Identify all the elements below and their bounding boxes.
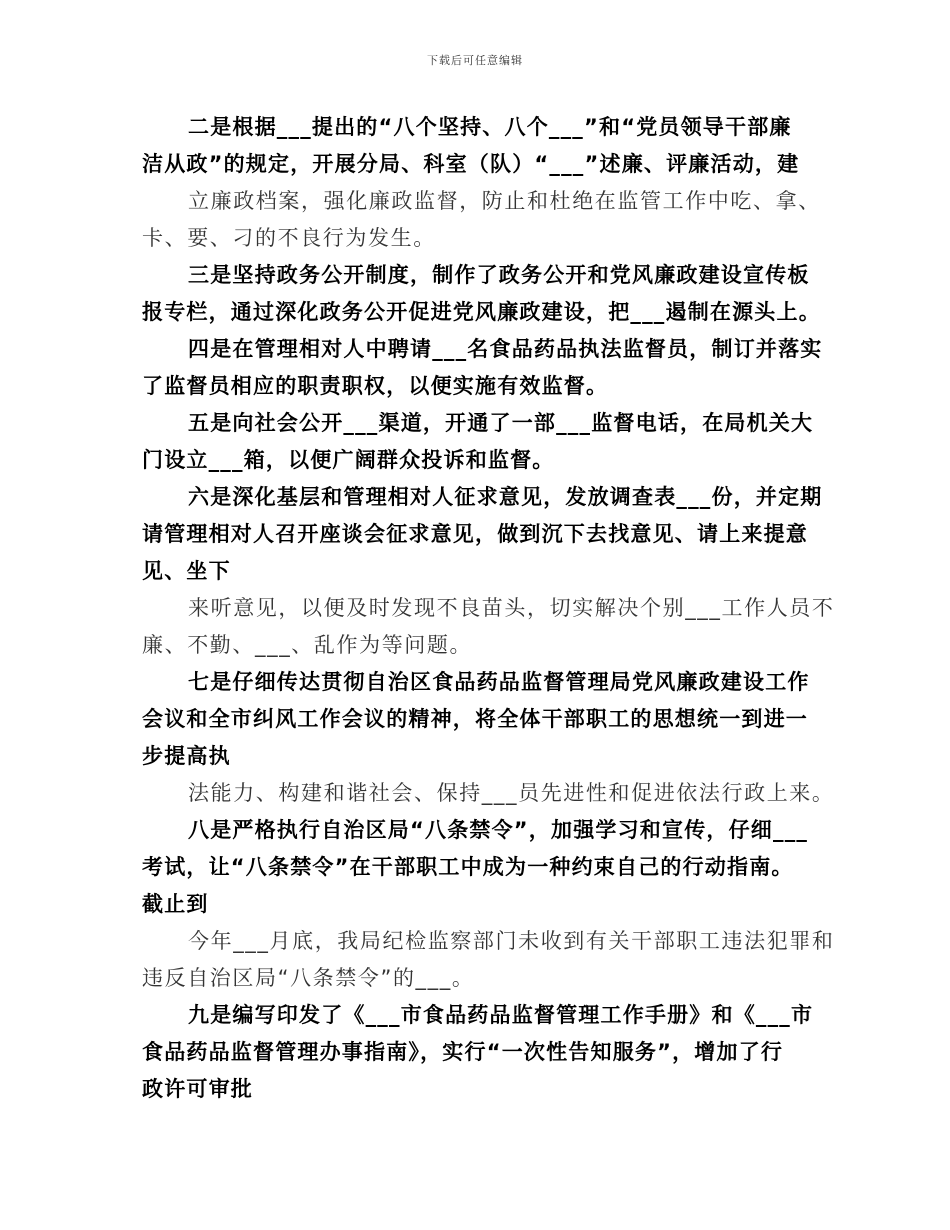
text-line: 政许可审批	[142, 1077, 253, 1101]
paragraph-6-cont	[142, 590, 835, 664]
paragraph-9	[142, 997, 822, 1108]
text-line: 立廉政档案，强化廉政监督，防止和杜绝在监管工作中吃、拿、	[188, 189, 821, 213]
paragraph-5	[142, 405, 822, 479]
text-line: 截止到	[142, 892, 209, 916]
text-line: 七是仔细传达贯彻自治区食品药品监督管理局党风廉政建设工作	[188, 670, 810, 694]
text-line: 九是编写印发了《___市食品药品监督管理工作手册》和《___市	[188, 1003, 814, 1027]
text-line: 廉、不勤、___、乱作为等问题。	[142, 633, 473, 657]
paragraph-7-cont	[142, 775, 835, 812]
paragraph-3	[142, 257, 822, 331]
text-line: 了监督员相应的职责职权，以便实施有效监督。	[142, 374, 609, 398]
text-line: 四是在管理相对人中聘请___名食品药品执法监督员，制订并落实	[188, 337, 823, 361]
text-line: 三是坚持政务公开制度，制作了政务公开和党风廉政建设宣传板	[188, 263, 810, 287]
page-header: 下载后可任意编辑	[427, 54, 523, 67]
paragraph-2	[142, 109, 822, 183]
text-line: 五是向社会公开___渠道，开通了一部___监督电话，在局机关大	[188, 411, 814, 435]
text-line: 报专栏，通过深化政务公开促进党风廉政建设，把___遏制在源头上。	[142, 300, 821, 324]
text-line: 门设立___箱，以便广阔群众投诉和监督。	[142, 448, 555, 472]
text-line: 六是深化基层和管理相对人征求意见，发放调查表___份，并定期	[188, 485, 823, 509]
text-line: 法能力、构建和谐社会、保持___员先进性和促进依法行政上来。	[188, 781, 835, 805]
text-line: 二是根据___提出的“八个坚持、八个___”和“党员领导干部廉	[188, 115, 792, 139]
text-line: 考试，让“八条禁令”在干部职工中成为一种约束自己的行动指南。	[142, 855, 794, 879]
text-line: 八是严格执行自治区局“八条禁令”，加强学习和宣传，仔细___	[188, 818, 809, 842]
text-line: 见、坐下	[142, 559, 231, 583]
paragraph-8-cont	[142, 923, 835, 997]
text-line: 会议和全市纠风工作会议的精神，将全体干部职工的思想统一到进一	[142, 707, 808, 731]
text-line: 卡、要、刁的不良行为发生。	[142, 226, 436, 250]
paragraph-2-cont	[142, 183, 822, 257]
text-line: 请管理相对人召开座谈会征求意见，做到沉下去找意见、请上来提意	[142, 522, 808, 546]
text-line: 步提高执	[142, 744, 231, 768]
text-line: 食品药品监督管理办事指南》，实行“一次性告知服务”，增加了行	[142, 1040, 784, 1064]
paragraph-7	[142, 664, 822, 775]
paragraph-4	[142, 331, 822, 405]
paragraph-6	[142, 479, 822, 590]
text-line: 来听意见，以便及时发现不良苗头，切实解决个别___工作人员不	[188, 596, 835, 620]
text-line: 洁从政”的规定，开展分局、科室（队）“___”述廉、评廉活动，建	[142, 152, 800, 176]
paragraph-8	[142, 812, 822, 923]
text-line: 今年___月底，我局纪检监察部门未收到有关干部职工违法犯罪和	[188, 929, 835, 953]
text-line: 违反自治区局“八条禁令”的___。	[142, 966, 475, 990]
